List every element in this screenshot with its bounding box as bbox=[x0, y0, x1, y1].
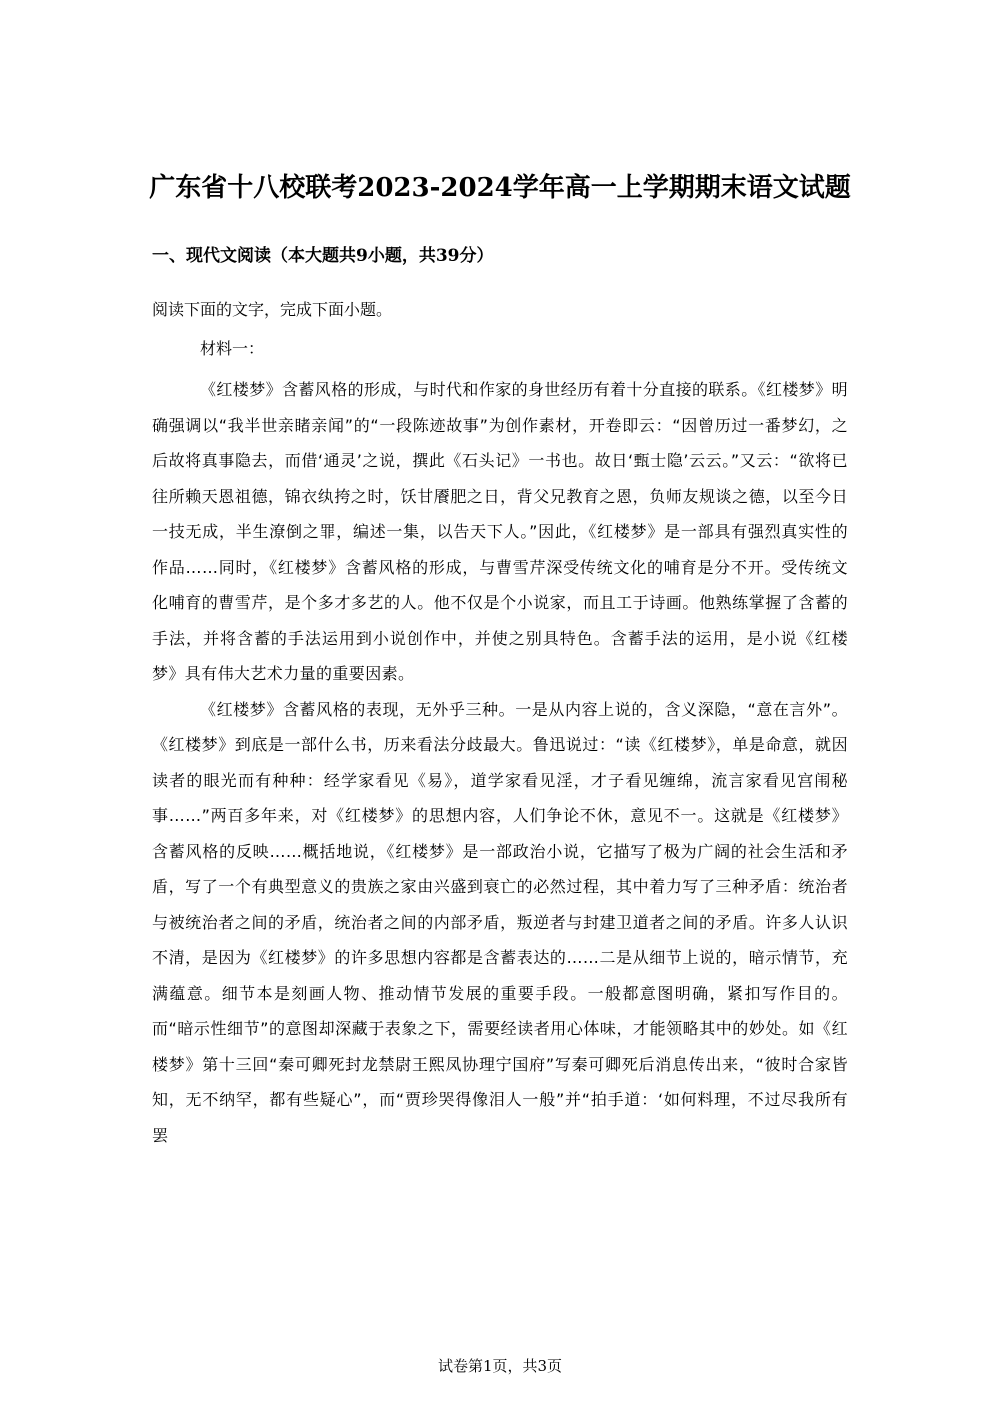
page-footer: 试卷第1页，共3页 bbox=[437, 1357, 563, 1375]
passage-paragraph-2: 《红楼梦》含蓄风格的表现，无外乎三种。一是从内容上说的，含义深隐，“意在言外”。《红楼梦》到底是一部什么书，历来看法分歧最大。鲁迅说过：“读《红楼梦》，单是命意，就因读者的眼光而有种种：经学家看见《易》，道学家看见淫，才子看见缠绵，流言家看见宫闱秘事……”两百多年来，对《红楼梦》的思想内容，人们争论不休，意见不一。这就是《红楼梦》含蓄风格的反映……概括地说，《红楼梦》是一部政治小说，它描写了极为广阔的社会生活和矛盾，写了一个有典型意义的贵族之家由兴盛到衰亡的必然过程，其中着力写了三种矛盾：统治者与被统治者之间的矛盾，统治者之间的内部矛盾，叛逆者与封建卫道者之间的矛盾。许多人认识不清，是因为《红楼梦》的许多思想内容都是含蓄表达的……二是从细节上说的，暗示情节，充满蕴意。细节本是刻画人物、推动情节发展的重要手段。一般都意图明确，紧扣写作目的。而“暗示性细节”的意图却深藏于表象之下，需要经读者用心体味，才能领略其中的妙处。如《红楼梦》第十三回“秦可卿死封龙禁尉王熙凤协理宁国府”写秦可卿死后消息传出来，“彼时合家皆知，无不纳罕，都有些疑心”，而“贾珍哭得像泪人一般”并“拍手道：‘如何料理，不过尽我所有罢 bbox=[152, 699, 848, 1145]
passage-body bbox=[152, 372, 848, 1153]
reading-instruction: 阅读下面的文字，完成下面小题。 bbox=[152, 300, 393, 319]
exam-title: 广东省十八校联考2023-2024学年高一上学期期末语文试题 bbox=[149, 173, 851, 203]
section-heading: 一、现代文阅读（本大题共9小题，共39分） bbox=[152, 246, 494, 266]
material-label: 材料一： bbox=[200, 339, 265, 358]
passage-paragraph-1: 《红楼梦》含蓄风格的形成，与时代和作家的身世经历有着十分直接的联系。《红楼梦》明确强调以“我半世亲睹亲闻”的“一段陈迹故事”为创作素材，开卷即云：“因曾历过一番梦幻，之后故将真事隐去，而借‘通灵’之说，撰此《石头记》一书也。故日‘甄士隐’云云。”又云：“欲将已往所赖天恩祖德，锦衣纨挎之时，饫甘餍肥之日，背父兄教育之恩，负师友规谈之德，以至今日一技无成，半生潦倒之罪，编述一集，以告天下人。”因此，《红楼梦》是一部具有强烈真实性的作品……同时，《红楼梦》含蓄风格的形成，与曹雪芹深受传统文化的哺育是分不开。受传统文化哺育的曹雪芹，是个多才多艺的人。他不仅是个小说家，而且工于诗画。他熟练掌握了含蓄的手法，并将含蓄的手法运用到小说创作中，并使之别具特色。含蓄手法的运用，是小说《红楼梦》具有伟大艺术力量的重要因素。 bbox=[152, 380, 849, 683]
